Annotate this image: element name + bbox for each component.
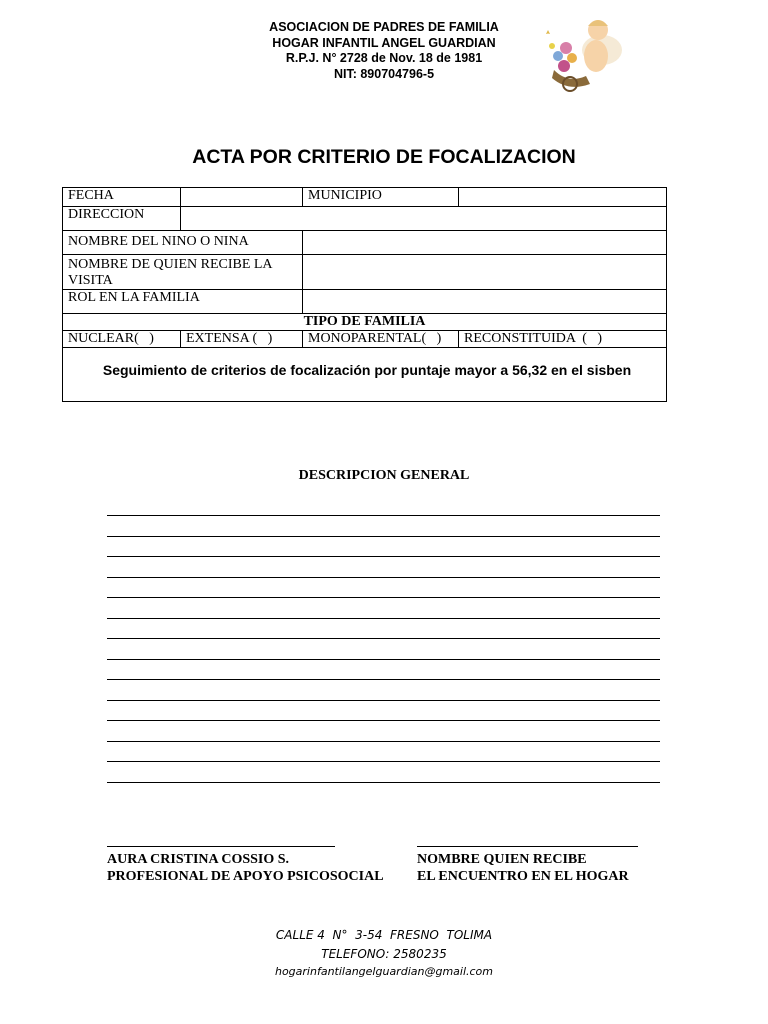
description-line[interactable]: [107, 577, 660, 578]
description-line[interactable]: [107, 782, 660, 783]
reconstituida-option[interactable]: RECONSTITUIDA ( ): [459, 331, 667, 348]
description-line[interactable]: [107, 741, 660, 742]
description-line[interactable]: [107, 638, 660, 639]
left-signature-block: [107, 851, 384, 885]
fecha-label: FECHA: [63, 188, 181, 207]
org-name: ASOCIACION DE PADRES DE FAMILIA: [269, 20, 499, 34]
registration-number: R.P.J. N° 2728 de Nov. 18 de 1981: [285, 51, 483, 65]
right-signature-block: [417, 851, 629, 885]
nombre-recibe-field[interactable]: [303, 255, 667, 290]
receiver-label: NOMBRE QUIEN RECIBE: [417, 852, 587, 867]
fecha-field[interactable]: [181, 188, 303, 207]
institution-name: HOGAR INFANTIL ANGEL GUARDIAN: [272, 35, 496, 50]
signer-name: AURA CRISTINA COSSIO S.: [107, 852, 290, 867]
description-line[interactable]: [107, 618, 660, 619]
description-line[interactable]: [107, 536, 660, 537]
footer-address: CALLE 4 N° 3-54 FRESNO TOLIMA: [275, 928, 493, 942]
nombre-recibe-label: NOMBRE DE QUIEN RECIBE LA VISITA: [63, 255, 303, 290]
municipio-label: MUNICIPIO: [303, 188, 459, 207]
description-line[interactable]: [107, 700, 660, 701]
rol-familia-field[interactable]: [303, 290, 667, 314]
signer-role: PROFESIONAL DE APOYO PSICOSOCIAL: [107, 869, 384, 884]
description-line[interactable]: [107, 720, 660, 721]
nombre-nino-label: NOMBRE DEL NINO O NINA: [63, 231, 303, 255]
monoparental-option[interactable]: MONOPARENTAL( ): [303, 331, 459, 348]
angel-logo-image: [540, 12, 632, 96]
nit-number: NIT: 890704796-5: [333, 66, 435, 81]
tipo-familia-heading: TIPO DE FAMILIA: [63, 314, 667, 331]
visit-form-table: [62, 187, 667, 402]
municipio-field[interactable]: [459, 188, 667, 207]
nuclear-option[interactable]: NUCLEAR( ): [63, 331, 181, 348]
receiver-sublabel: EL ENCUENTRO EN EL HOGAR: [417, 869, 629, 884]
document-title: ACTA POR CRITERIO DE FOCALIZACION: [192, 146, 576, 168]
nombre-nino-field[interactable]: [303, 231, 667, 255]
direccion-label: DIRECCION: [63, 207, 181, 231]
description-line[interactable]: [107, 515, 660, 516]
left-signature-line[interactable]: [107, 846, 335, 847]
description-line[interactable]: [107, 556, 660, 557]
description-line[interactable]: [107, 597, 660, 598]
footer-phone: TELEFONO: 2580235: [321, 946, 447, 961]
seguimiento-note: Seguimiento de criterios de focalización por puntaje mayor a 56,32 en el sisben: [63, 348, 667, 402]
footer-email: hogarinfantilangelguardian@gmail.com: [274, 965, 493, 978]
rol-familia-label: ROL EN LA FAMILIA: [63, 290, 303, 314]
right-signature-line[interactable]: [417, 846, 638, 847]
descripcion-heading: DESCRIPCION GENERAL: [298, 468, 470, 483]
description-line[interactable]: [107, 679, 660, 680]
direccion-field[interactable]: [181, 207, 667, 231]
description-line[interactable]: [107, 659, 660, 660]
description-line[interactable]: [107, 761, 660, 762]
footer: [0, 926, 768, 982]
org-header: [234, 20, 534, 82]
extensa-option[interactable]: EXTENSA ( ): [181, 331, 303, 348]
